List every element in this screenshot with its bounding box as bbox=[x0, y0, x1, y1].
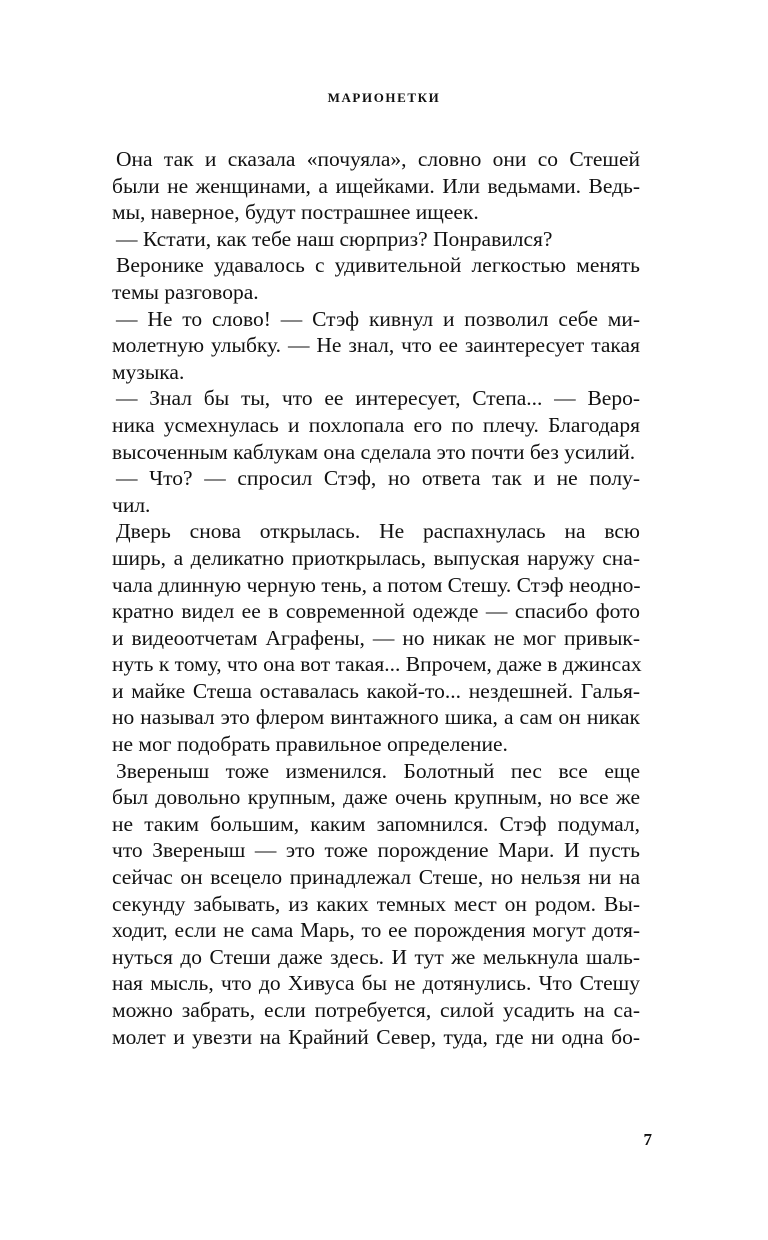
text-line: молетную улыбку. — Не знал, что ее заинтересует такая bbox=[112, 333, 640, 358]
text-line: что Звереныш — это тоже порождение Мари. И пусть bbox=[112, 838, 640, 863]
text-line: — Кстати, как тебе наш сюрприз? Понравился? bbox=[116, 226, 553, 251]
text-line: Она так и сказала «почуяла», словно они со Стешей bbox=[116, 147, 640, 171]
text-line: — Не то слово! — Стэф кивнул и позволил себе ми- bbox=[116, 306, 640, 331]
text-line: нуть к тому, что она вот такая... Впрочем, даже в джинсах bbox=[112, 652, 642, 677]
text-line: нуться до Стеши даже здесь. И тут же мелькнула шаль- bbox=[112, 944, 640, 969]
text-line: и видеоотчетам Аграфены, — но никак не мог привык- bbox=[112, 625, 640, 650]
text-line: Веронике удавалось с удивительной легкостью менять bbox=[116, 253, 640, 278]
text-line: секунду забывать, из каких темных мест он родом. Вы- bbox=[112, 891, 640, 916]
text-line: кратно видел ее в современной одежде — спасибо фото bbox=[112, 599, 640, 624]
text-line: высоченным каблукам она сделала это почти без усилий. bbox=[112, 439, 636, 464]
text-line: но называл это флером винтажного шика, а сам он никак bbox=[112, 705, 640, 730]
text-line: не таким большим, каким запомнился. Стэф подумал, bbox=[112, 811, 640, 836]
text-line: молет и увезти на Крайний Север, туда, где ни одна бо- bbox=[112, 1024, 640, 1049]
body-text bbox=[112, 146, 640, 1050]
text-line: сейчас он всецело принадлежал Стеше, но нельзя ни на bbox=[112, 865, 640, 890]
text-line: чил. bbox=[112, 492, 151, 517]
text-line: — Что? — спросил Стэф, но ответа так и не полу- bbox=[116, 466, 640, 491]
text-line: ная мысль, что до Хивуса бы не дотянулись. Что Стешу bbox=[112, 971, 640, 996]
text-line: были не женщинами, а ищейками. Или ведьмами. Ведь- bbox=[112, 173, 640, 198]
text-line: не мог подобрать правильное определение. bbox=[112, 732, 508, 757]
text-line: мы, наверное, будут пострашнее ищеек. bbox=[112, 200, 479, 225]
text-line: темы разговора. bbox=[112, 279, 259, 304]
text-line: ходит, если не сама Марь, то ее порождения могут дотя- bbox=[112, 918, 640, 943]
text-line: ширь, а деликатно приоткрылась, выпуская наружу сна- bbox=[112, 545, 640, 570]
text-line: ника усмехнулась и похлопала его по плечу. Благодаря bbox=[112, 412, 640, 437]
running-title: МАРИОНЕТКИ bbox=[327, 90, 441, 105]
text-line: и майке Стеша оставалась какой-то... нездешней. Галья- bbox=[112, 678, 640, 703]
text-line: Звереныш тоже изменился. Болотный пес все еще bbox=[116, 758, 640, 783]
page-number: 7 bbox=[643, 1130, 652, 1149]
text-line: был довольно крупным, даже очень крупным, но все же bbox=[112, 785, 640, 810]
text-line: чала длинную черную тень, а потом Стешу. Стэф неодно- bbox=[112, 572, 641, 597]
text-line: Дверь снова открылась. Не распахнулась на всю bbox=[116, 519, 640, 544]
text-line: можно забрать, если потребуется, силой усадить на са- bbox=[112, 998, 640, 1022]
text-line: музыка. bbox=[112, 359, 185, 384]
text-line: — Знал бы ты, что ее интересует, Степа... — Веро- bbox=[116, 386, 640, 411]
